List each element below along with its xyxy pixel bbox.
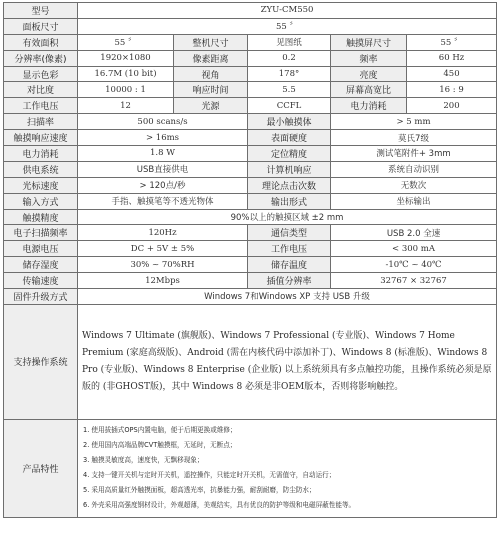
spec-table <box>3 2 497 518</box>
row-elec-2 <box>4 257 497 273</box>
value-brightness: 450 <box>407 66 497 82</box>
label-touch-power: 电力消耗 <box>4 146 78 162</box>
value-transfer-speed: 12Mbps <box>78 273 248 289</box>
value-min-touch: > 5 mm <box>331 114 497 130</box>
row-touch-2 <box>4 146 497 162</box>
value-effective-area: 55 〞 <box>78 34 174 50</box>
label-power-consumption: 电力消耗 <box>331 98 407 114</box>
label-position-accuracy: 定位精度 <box>248 146 331 162</box>
value-position-accuracy: 测试笔附件+ 3mm <box>331 146 497 162</box>
label-touch-accuracy: 触摸精度 <box>4 209 78 225</box>
label-click-count: 理论点击次数 <box>248 177 331 193</box>
value-scan-frequency: 120Hz <box>78 225 248 241</box>
value-scan-rate: 500 scans/s <box>78 114 248 130</box>
row-touch-0 <box>4 114 497 130</box>
label-touch-size: 触摸屏尺寸 <box>331 34 407 50</box>
row-color <box>4 66 497 82</box>
value-working-voltage: 12 <box>78 98 174 114</box>
value-supply-voltage: DC + 5V ± 5% <box>78 241 248 257</box>
label-model: 型号 <box>4 3 78 19</box>
value-firmware: Windows 7和Windows XP 支持 USB 升级 <box>78 289 497 305</box>
label-light-source: 光源 <box>174 98 248 114</box>
row-elec-3 <box>4 273 497 289</box>
value-resolution: 1920×1080 <box>78 50 174 66</box>
label-surface-hardness: 表面硬度 <box>248 130 331 146</box>
value-viewing-angle: 178° <box>248 66 331 82</box>
value-display-color: 16.7M (10 bit) <box>78 66 174 82</box>
value-output-format: 坐标输出 <box>331 193 497 209</box>
value-touch-power: 1.8 W <box>78 146 248 162</box>
feature-item: 4. 支持一键开关机与定时开关机，遥控操作，只能定时开关机，无需值守，自动运行； <box>83 471 336 480</box>
label-scan-frequency: 电子扫描频率 <box>4 225 78 241</box>
feature-item: 2. 使用国内高端品牌CVT触摸框，无延时，无断点； <box>83 441 237 450</box>
value-touch-accuracy: 90%以上的触摸区域 ±2 mm <box>78 209 497 225</box>
value-operating-current: < 300 mA <box>331 241 497 257</box>
row-model <box>4 3 497 19</box>
label-display-color: 显示色彩 <box>4 66 78 82</box>
features-list <box>78 419 497 517</box>
label-pixel-pitch: 像素距离 <box>174 50 248 66</box>
label-working-voltage: 工作电压 <box>4 98 78 114</box>
feature-item: 3. 触摸灵敏度高，速度快，无飘移现象； <box>83 456 204 465</box>
label-viewing-angle: 视角 <box>174 66 248 82</box>
label-panel-size: 面板尺寸 <box>4 18 78 34</box>
value-storage-temp: -10℃ ~ 40℃ <box>331 257 497 273</box>
label-os-support: 支持操作系统 <box>4 304 78 419</box>
label-interpolated-resolution: 插值分辨率 <box>248 273 331 289</box>
label-storage-temp: 储存温度 <box>248 257 331 273</box>
value-response-time: 5.5 <box>248 82 331 98</box>
label-input-method: 输入方式 <box>4 193 78 209</box>
row-voltage <box>4 98 497 114</box>
label-touch-response: 触摸响应速度 <box>4 130 78 146</box>
value-machine-size: 见图纸 <box>248 34 331 50</box>
row-touch-3 <box>4 161 497 177</box>
value-touch-response: > 16ms <box>78 130 248 146</box>
row-firmware <box>4 289 497 305</box>
value-computer-response: 系统自动识别 <box>331 161 497 177</box>
value-os-support: Windows 7 Ultimate (旗舰版)、Windows 7 Professional (专业版)、Windows 7 Home Premium (家庭高级版)、Android (需在内核代码中添加补丁)、Windows 8 (标准版)、Windows 8 Pro (专业版)、Windows 8 Enterprise (企业版) 以上系统须具有多点触控功能，且操作系统必须是原版的 (非GHOST版)，其中 Windows 8 必须是非OEM版本，否则将影响触控。 <box>78 304 497 419</box>
row-contrast <box>4 82 497 98</box>
value-surface-hardness: 莫氏7级 <box>331 130 497 146</box>
label-firmware: 固件升级方式 <box>4 289 78 305</box>
row-touch-5 <box>4 193 497 209</box>
value-aspect-ratio: 16 : 9 <box>407 82 497 98</box>
value-light-source: CCFL <box>248 98 331 114</box>
label-aspect-ratio: 屏幕高宽比 <box>331 82 407 98</box>
label-machine-size: 整机尺寸 <box>174 34 248 50</box>
value-power-supply: USB直接供电 <box>78 161 248 177</box>
feature-item: 1. 使用拔插式OPS内置电脑，便于后期更换或维修； <box>83 426 237 435</box>
feature-item: 6. 外壳采用高强度钢材设计，外观超薄，美观结实，具有优良的防护等级和电磁屏蔽性能等。 <box>83 501 356 510</box>
label-brightness: 亮度 <box>331 66 407 82</box>
label-min-touch: 最小触摸体 <box>248 114 331 130</box>
row-elec-0 <box>4 225 497 241</box>
label-resolution: 分辨率(像素) <box>4 50 78 66</box>
row-accuracy <box>4 209 497 225</box>
label-features: 产品特性 <box>4 419 78 517</box>
label-supply-voltage: 电源电压 <box>4 241 78 257</box>
label-comm-type: 通信类型 <box>248 225 331 241</box>
row-panel-size <box>4 18 497 34</box>
feature-item: 5. 采用高质量红外触摸面板，超高透光率，抗暴能力强，耐刮耐磨，防尘防水； <box>83 486 316 495</box>
label-output-format: 输出形式 <box>248 193 331 209</box>
label-cursor-speed: 光标速度 <box>4 177 78 193</box>
row-area <box>4 34 497 50</box>
row-elec-1 <box>4 241 497 257</box>
spec-sheet <box>3 2 496 536</box>
label-scan-rate: 扫描率 <box>4 114 78 130</box>
value-touch-size: 55 〞 <box>407 34 497 50</box>
value-frequency: 60 Hz <box>407 50 497 66</box>
label-frequency: 频率 <box>331 50 407 66</box>
label-operating-current: 工作电压 <box>248 241 331 257</box>
row-resolution <box>4 50 497 66</box>
value-comm-type: USB 2.0 全速 <box>331 225 497 241</box>
value-power-consumption: 200 <box>407 98 497 114</box>
label-response-time: 响应时间 <box>174 82 248 98</box>
value-pixel-pitch: 0.2 <box>248 50 331 66</box>
label-storage-humidity: 储存湿度 <box>4 257 78 273</box>
value-model: ZYU-CM550 <box>78 3 497 19</box>
value-storage-humidity: 30% ~ 70%RH <box>78 257 248 273</box>
row-touch-1 <box>4 130 497 146</box>
value-click-count: 无数次 <box>331 177 497 193</box>
value-interpolated-resolution: 32767 × 32767 <box>331 273 497 289</box>
row-features <box>4 419 497 517</box>
label-computer-response: 计算机响应 <box>248 161 331 177</box>
value-cursor-speed: > 120点/秒 <box>78 177 248 193</box>
row-os-support <box>4 304 497 419</box>
label-transfer-speed: 传输速度 <box>4 273 78 289</box>
label-contrast: 对比度 <box>4 82 78 98</box>
value-input-method: 手指、触摸笔等不透光物体 <box>78 193 248 209</box>
label-effective-area: 有效面积 <box>4 34 78 50</box>
value-panel-size: 55 〞 <box>78 18 497 34</box>
row-touch-4 <box>4 177 497 193</box>
label-power-supply: 供电系统 <box>4 161 78 177</box>
value-contrast: 10000 : 1 <box>78 82 174 98</box>
